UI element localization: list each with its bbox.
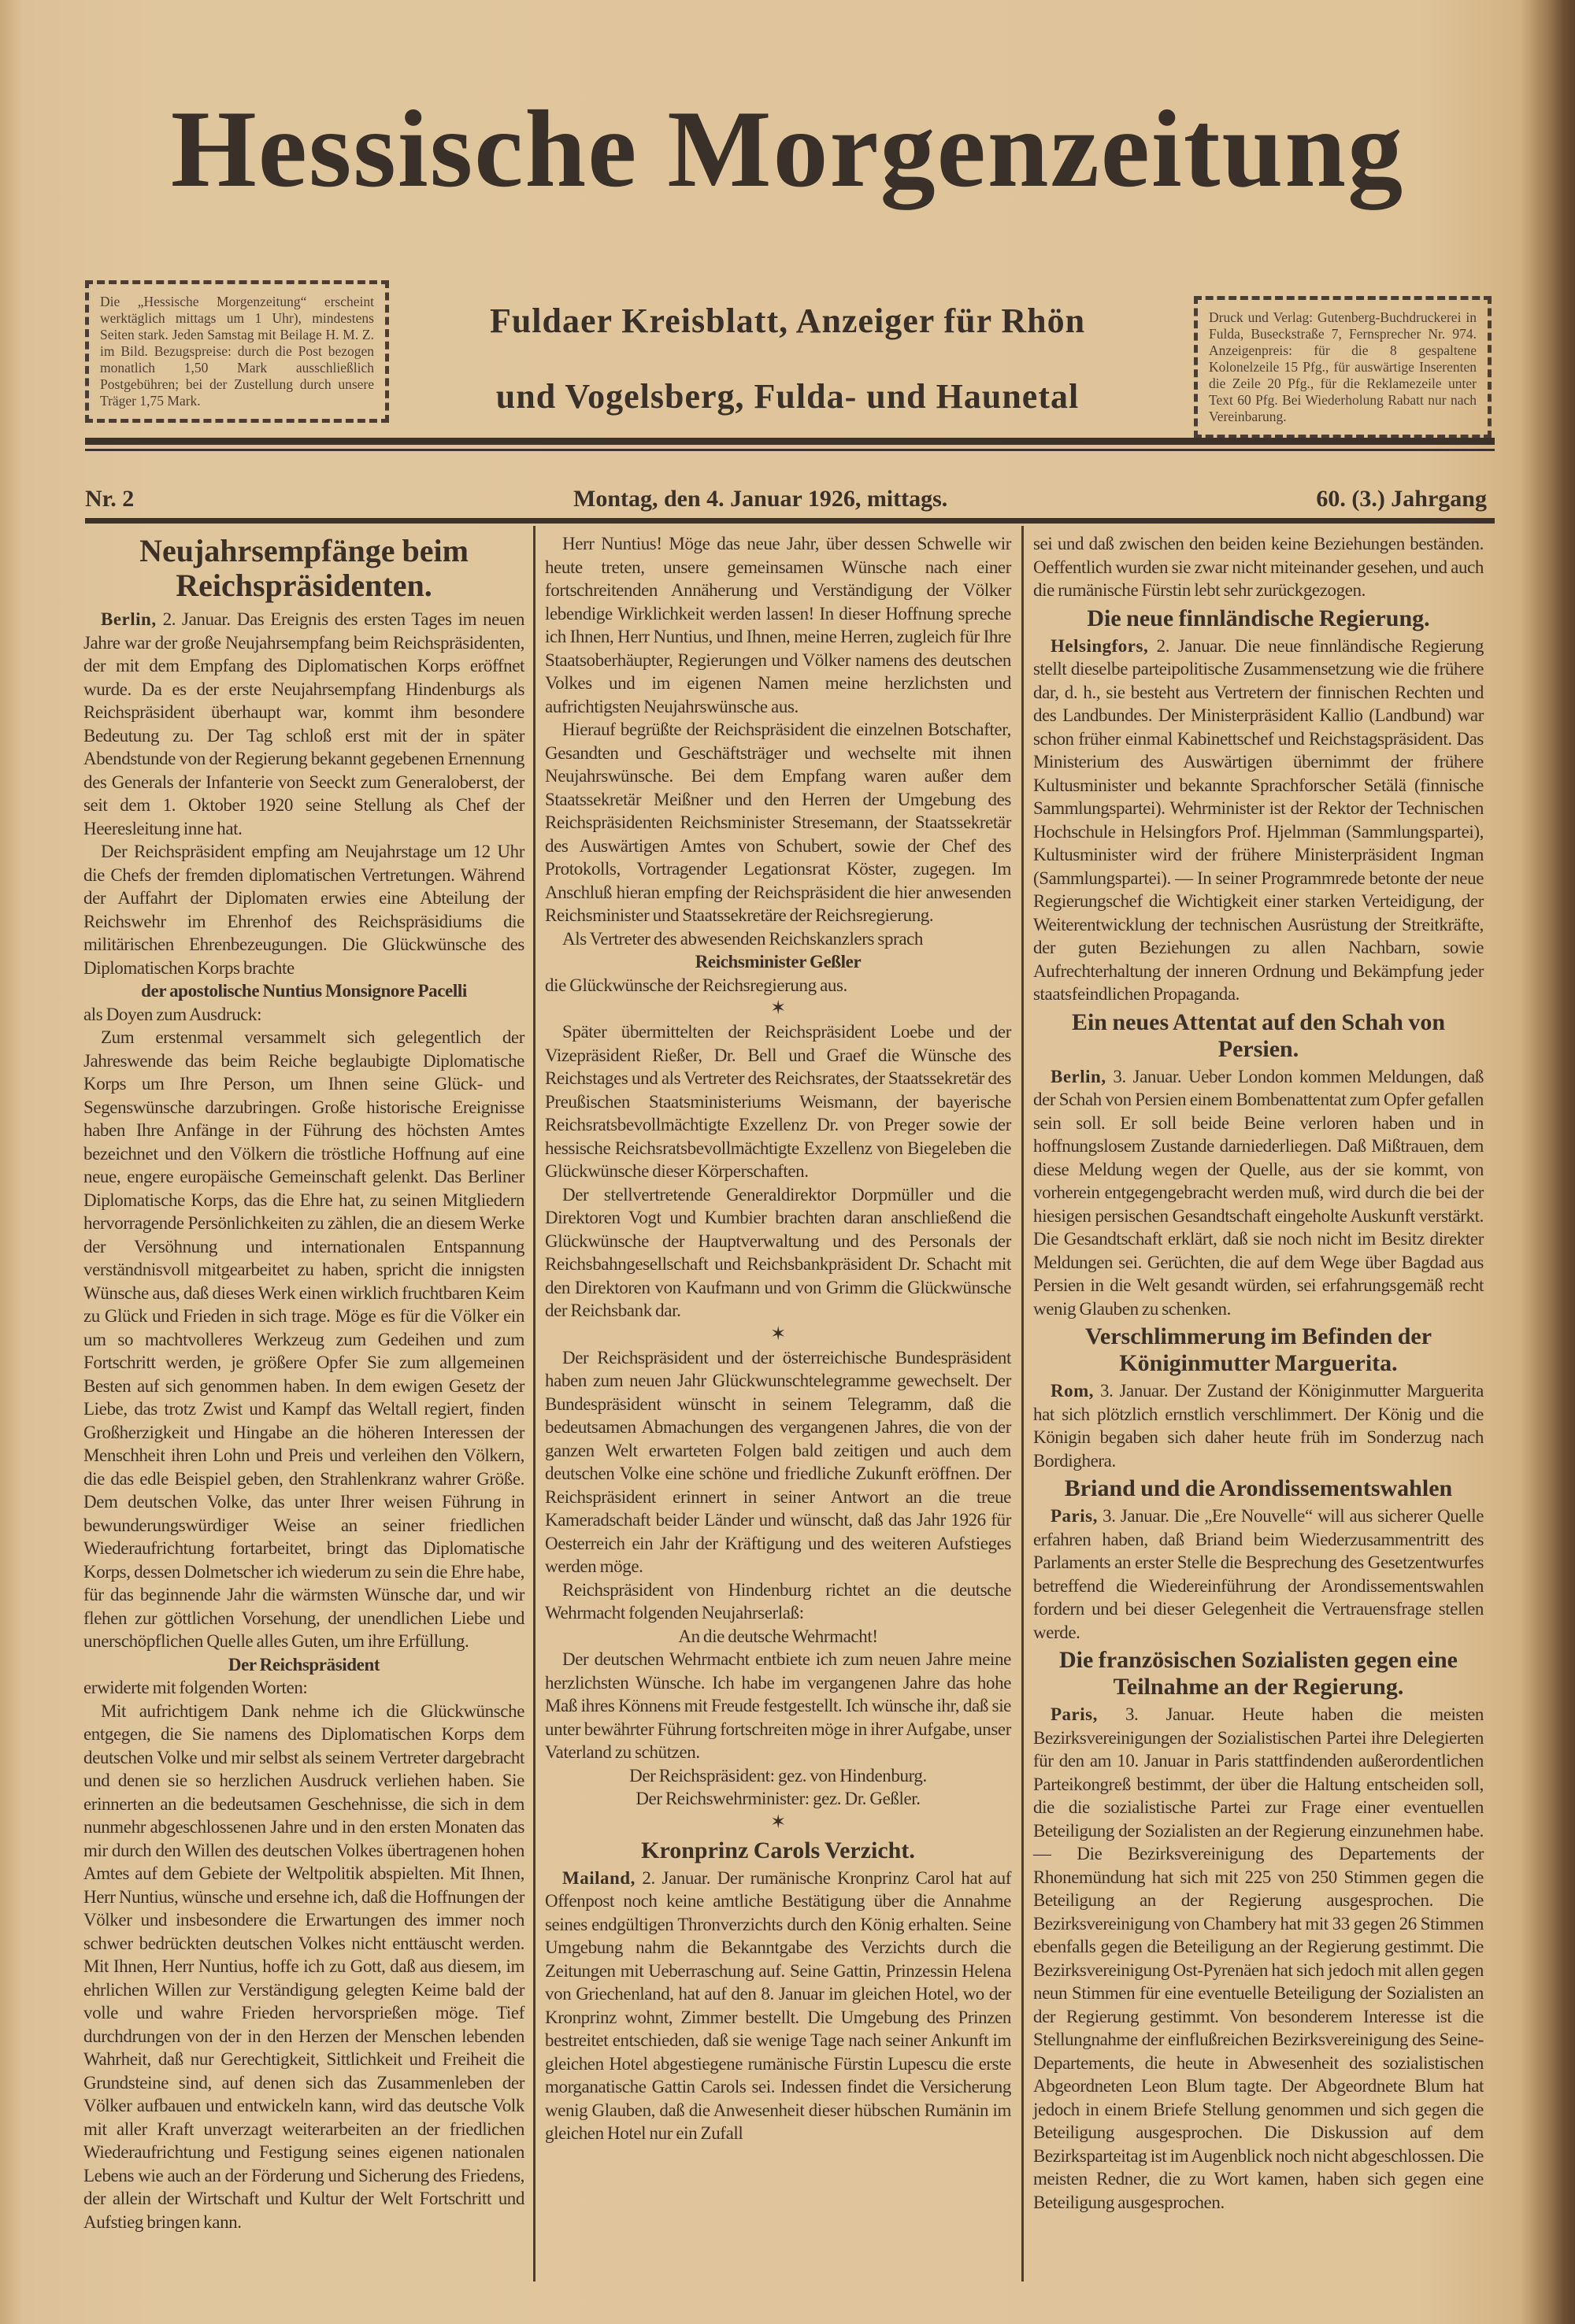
- paragraph-text: 2. Januar. Die neue finnländische Regierung stellt dieselbe parteipolitische Zusammensetzung wie die frühere dar, d. h., sie besteht aus Vertretern der finnischen Rechten und des Landbundes. Der Ministerpräsident Kallio (Landbund) war schon früher einmal Kabinettschef und Reichstagspräsident. Das Ministerium des Auswärtigen übernimmt der frühere Kultusminister und bekannte Sprachforscher Setälä (finnische Sammlungspartei). Wehrminister ist der Rektor der Technischen Hochschule in Helsingfors Prof. Hjelmman (Sammlungspartei), Kultusminister wird der frühere Ministerpräsident Ingman (Sammlungspartei). — In seiner Programmrede betonte der neue Regierungschef die Wichtigkeit einer starken Verteidigung, der Weiterentwicklung der technischen Ausrüstung der Streitkräfte, der guten Beziehungen zu allen Nachbarn, sowie Aufrechterhaltung der inneren Ordnung und Bekämpfung jeder staatsfeindlichen Propaganda.: [1033, 635, 1484, 1004]
- issue-info-row: [85, 482, 1487, 516]
- paragraph: [1033, 1504, 1484, 1644]
- paragraph: [1033, 635, 1484, 1006]
- newspaper-title: Hessische Morgenzeitung: [170, 88, 1405, 210]
- column-2: [545, 532, 1011, 2145]
- paragraph: erwiderte mit folgenden Worten:: [83, 1678, 308, 1697]
- subscription-info-box: Die „Hessische Morgenzeitung“ erscheint werktäglich mittags um 1 Uhr), mindestens Seiten stark. Jeden Samstag mit Beilage H. M. Z. im Bild. Bezugspreise: durch die Post bezogen monatlich 1,50 Mark ausschließlich Postgebühren; bei der Zustellung durch unsere Träger 1,75 Mark.: [85, 280, 389, 423]
- paragraph: [545, 1867, 1011, 2145]
- paragraph: Später übermittelten der Reichspräsident Loebe und der Vizepräsident Rießer, Dr. Bell und Graef die Wünsche des Reichstages und als Vertreter des Reichsrates, der Staatssekretär des Preußischen Staatsministeriums Weismann, der bayerische Reichsratsbevollmächtigte Exzellenz Dr. von Preger sowie der hessische Reichsratsbevollmächtigte Exzellenz von Biegeleben die Glückwünsche dieser Körperschaften.: [545, 1022, 1011, 1181]
- paragraph: [83, 608, 524, 840]
- dateline-place: Berlin,: [101, 609, 157, 629]
- paragraph: Herr Nuntius! Möge das neue Jahr, über dessen Schwelle wir heute treten, unsere gemeinsamen Wünsche nach einer fortschreitenden Annäherung und Verständigung der Völker lebendige Wirklichkeit werden lassen! In dieser Hoffnung spreche ich Ihnen, Herr Nuntius, und Ihnen, meine Herren, zugleich für Ihre Staatsoberhäupter, Regierungen und Völker namens des deutschen Volkes und im eigenen Namen meine herzlichsten und aufrichtigsten Neujahrswünsche aus.: [545, 534, 1011, 716]
- centered-line: Der Reichswehrminister: gez. Dr. Geßler.: [636, 1789, 921, 1808]
- paragraph-text: 2. Januar. Der rumänische Kronprinz Carol hat auf Offenpost noch keine amtliche Bestätigung über die Annahme seines endgültigen Thronverzichts durch den König erhalten. Seine Umgebung nahm die Bekanntgabe des Verzichts durch die Zeitungen mit Ueberraschung auf. Seine Gattin, Prinzessin Helena von Griechenland, hat auf den 8. Januar im gleichen Hotel, wo der Kronprinz wohnt, Zimmer bestellt. Die Umgebung des Prinzen bestreitet entschieden, daß sie wenige Tage nach seiner Ankunft im gleichen Hotel abgestiegene rumänische Fürstin Lupescu die erste morganatische Gattin Carols sei. Indessen findet die Versicherung wenig Glauben, daß die Anwesenheit dieser hübschen Rumänin im gleichen Hotel nur ein Zufall: [545, 1867, 1011, 2143]
- paragraph-text: 3. Januar. Heute haben die meisten Bezirksvereinigungen der Sozialistischen Partei ihre Delegierten für den am 10. Januar in Paris stattfindenden außerordentlichen Parteikongreß bestimmt, der über die Haltung entscheiden soll, die die sozialistische Partei zur Frage einer eventuellen Beteiligung der Sozialisten an der Regierung einzunehmen habe. — Die Bezirksvereinigung des Departements der Rhonemündung hat sich mit 225 von 250 Stimmen gegen die Beteiligung an der Regierung ausgesprochen. Die Bezirksvereinigung von Chambery hat mit 33 gegen 26 Stimmen ebenfalls gegen die Beteiligung an der Regierung gestimmt. Die Bezirksvereinigung Ost-Pyrenäen hat sich jedoch mit allen gegen neun Stimmen für eine eventuelle Beteiligung der Sozialisten an der Regierung gestimmt. Von besonderem Interesse ist die Stellungnahme der einflußreichen Bezirksvereinigung des Seine-Departements, die heute in Abwesenheit des sozialistischen Abgeordneten Leon Blum tagte. Der Abgeordnete Blum hat jedoch in einem Briefe Stellung genommen und sich gegen die Beteiligung ausgesprochen. Die Diskussion auf dem Bezirksparteitag ist im Augenblick noch nicht abgeschlossen. Die meisten Redner, die zu Wort kamen, haben sich gegen eine Beteiligung ausgesprochen.: [1033, 1704, 1484, 2212]
- article-headline: Neujahrsempfänge beim Reichspräsidenten.: [139, 533, 469, 603]
- article-headline: Die neue finnländische Regierung.: [1087, 605, 1430, 631]
- centered-line: Der Reichspräsident: gez. von Hindenburg.: [629, 1765, 927, 1786]
- paragraph: Der deutschen Wehrmacht entbiete ich zum neuen Jahre meine herzlichsten Wünsche. Ich habe im vergangenen Jahre das hohe Maß ihres Könnens mit Freude festgestellt. Ich wünsche ihr, daß sie unter bewährter Führung fortschreiten möge in ihrer Aufgabe, unser Vaterland zu schützen.: [545, 1649, 1011, 1762]
- column-3: [1033, 532, 1484, 2214]
- article-headline: Kronprinz Carols Verzicht.: [641, 1837, 915, 1863]
- dateline-place: Paris,: [1051, 1506, 1098, 1526]
- column-1: [83, 532, 524, 2233]
- paragraph: als Doyen zum Ausdruck:: [83, 1004, 262, 1024]
- centered-name-line: Der Reichspräsident: [228, 1654, 380, 1675]
- star-separator-icon: ✶: [770, 998, 786, 1019]
- issue-volume: 60. (3.) Jahrgang: [1316, 486, 1487, 512]
- paragraph: Als Vertreter des abwesenden Reichskanzlers sprach: [562, 928, 924, 949]
- paragraph: Zum erstenmal versammelt sich gelegentlich der Jahreswende das beim Reiche beglaubigte Diplomatische Korps um Ihre Person, um Ihnen seine Glück- und Segenswünsche darzubringen. Große historische Ereignisse haben Ihre Anfänge in der Führung des höchsten Amtes bezeichnet und den Völkern die tröstliche Hoffnung auf eine neue, engere europäische Gemeinschaft gelenkt. Das Berliner Diplomatische Korps, das die Ehre hat, zu seinen Mitgliedern hervorragende Persönlichkeiten zu zählen, die an diesem Werke der Versöhnung und internationalen Entspannung verständnisvoll mitgearbeitet zu haben, spricht die innigsten Wünsche aus, daß dieses Werk einen wirklich fruchtbaren Keim zu Glück und Frieden in sich trage. Möge es für die Völker ein um so machtvolleres Werkzeug zum Gedeihen und zum Fortschritt werden, je größere Opfer Sie zum allgemeinen Besten auf sich genommen haben. In dem ewigen Gesetz der Liebe, das trotz Zwist und Kampf das Weltall regiert, finden Großherzigkeit und Hingabe an die höheren Interessen der Menschheit ihren Lohn und Preis und verleihen den Völkern, die das edle Beispiel geben, den Strahlenkranz wahrer Größe. Dem deutschen Volke, das unter Ihrer weisen Führung in bewunderungswürdiger Weise an seiner friedlichen Wiederaufrichtung fortarbeitet, bringt das Diplomatische Korps, dessen Dolmetscher ich wiederum zu sein die Ehre habe, für das beginnende Jahr die wärmsten Wünsche dar, und wir flehen zur göttlichen Vorsehung, der unendlichen Liebe und unerschöpflichen Quelle alles Guten, um ihre Erfüllung.: [83, 1027, 524, 1651]
- paragraph: Der Reichspräsident empfing am Neujahrstage um 12 Uhr die Chefs der fremden diplomatischen Vertretungen. Während der Auffahrt der Diplomaten erwies eine Abteilung der Reichswehr im Ehrenhof des Reichspräsidiums die militärischen Ehrenbezeugungen. Die Glückwünsche des Diplomatischen Korps brachte: [83, 842, 524, 978]
- paragraph: [1033, 1703, 1484, 2214]
- subtitle-line-2: und Vogelsberg, Fulda- und Haunetal: [495, 377, 1080, 416]
- issue-number: Nr. 2: [85, 486, 135, 512]
- article-headline: Verschlimmerung im Befinden der Königinmutter Marguerita.: [1084, 1323, 1432, 1376]
- paragraph: Mit aufrichtigem Dank nehme ich die Glückwünsche entgegen, die Sie namens des Diplomatischen Korps dem deutschen Volke und mir selbst als seinem Vertreter dargebracht und denen sie so herzlichen Ausdruck verliehen haben. Sie erinnerten an die bedeutsamen Geschehnisse, die sich in dem nunmehr abgeschlossenen Jahre und in den ersten Monaten das mir durch den Willen des deutschen Volkes übertragenen hohen Amtes auf dem Gebiete der Weltpolitik abspielten. Mit Ihnen, Herr Nuntius, wünsche und ersehne ich, daß die Hoffnungen der Völker und insbesondere die Erwartungen des immer noch schwer bedrückten deutschen Volkes nicht enttäuscht werden. Mit Ihnen, Herr Nuntius, hoffe ich zu Gott, daß aus diesem, im ehrlichen Willen zur Verständigung gelegten Keime bald der volle und wahre Frieden hervorsprießen möge. Tief durchdrungen von der in den Herzen der Menschen lebenden Wahrheit, daß nur Gerechtigkeit, Sittlichkeit und Freiheit die Grundsteine sind, auf denen sich das Zusammenleben der Völker aufbauen und entwickeln kann, wird das deutsche Volk mit aller Kraft unverzagt weiterarbeiten an der friedlichen Wiederaufrichtung und Festigung seines eigenen nationalen Lebens wie auch an der Förderung und Sicherung des Friedens, der allein der Wirtschaft und Kultur der Welt Fortschritt und Aufstieg bringen kann.: [83, 1700, 524, 2232]
- paragraph: sei und daß zwischen den beiden keine Beziehungen beständen. Oeffentlich wurden sie zwar nicht miteinander gesehen, und auch die rumänische Fürstin lebt sehr zurückgezogen.: [1033, 534, 1484, 600]
- top-rule: [85, 438, 1495, 445]
- paragraph: Hierauf begrüßte der Reichspräsident die einzelnen Botschafter, Gesandten und Geschäftsträger und wechselte mit ihnen Neujahrswünsche. Bei dem Empfang waren außer dem Staatssekretär Meißner und den Herren der Umgebung des Reichspräsidenten Reichsminister Stresemann, der Staatssekretär des Auswärtigen Amtes von Schubert, sowie der Chef des Protokolls, Vortragender Legationsrat Köster, zugegen. Im Anschluß hieran empfing der Reichspräsident die hier anwesenden Reichsminister und Staatssekretäre der Reichsregierung.: [545, 720, 1011, 925]
- dateline-place: Helsingfors,: [1051, 635, 1149, 656]
- dateline-place: Mailand,: [562, 1867, 636, 1888]
- article-headline: Die französischen Sozialisten gegen eine Teilnahme an der Regierung.: [1059, 1647, 1458, 1700]
- paragraph-text: 3. Januar. Die „Ere Nouvelle“ will aus sicherer Quelle erfahren haben, daß Briand beim Wiederzusammentritt des Parlaments an erster Stelle die Besprechung des Gesetzentwurfes betreffend die Wiedereinführung der Arondissementswahlen fordern und bei dieser Gelegenheit die Vertrauensfrage stellen werde.: [1033, 1506, 1484, 1642]
- issue-date: Montag, den 4. Januar 1926, mittags.: [573, 486, 948, 512]
- dateline-place: Berlin,: [1051, 1066, 1106, 1086]
- paragraph: Der stellvertretende Generaldirektor Dorpmüller und die Direktoren Vogt und Kumbier brachten daran anschließend die Glückwünsche der Hauptverwaltung und des Personals der Reichsbahngesellschaft und Reichsbankpräsident Dr. Schacht mit den Direktoren von Kaufmann und von Grimm die Glückwünsche der Reichsbank dar.: [545, 1184, 1011, 1320]
- paragraph-text: 3. Januar. Ueber London kommen Meldungen, daß der Schah von Persien einem Bombenattentat zum Opfer gefallen sein soll. Er soll beide Beine verloren haben und in hoffnungslosem Zustande darniederliegen. Daß Mißtrauen, dem diese Meldung wegen der Quelle, aus der sie kommt, von vorherein entgegengebracht werden muß, wird durch die bei der hiesigen persischen Gesandtschaft eingeholte Auskunft verstärkt. Die Gesandtschaft erklärt, daß sie noch nicht im Besitz direkter Meldungen sei. Gerüchten, die auf dem Wege über Bagdad aus Persien in die Welt gesandt würden, sei erfahrungsgemäß recht wenig Glauben zu schenken.: [1033, 1066, 1484, 1319]
- paragraph: Reichspräsident von Hindenburg richtet an die deutsche Wehrmacht folgenden Neujahrserlaß:: [545, 1579, 1011, 1623]
- paragraph: [1033, 1065, 1484, 1321]
- paragraph-text: 2. Januar. Das Ereignis des ersten Tages im neuen Jahre war der große Neujahrsempfang beim Reichspräsidenten, der mit dem Empfang des Diplomatischen Korps eröffnet wurde. Da es der erste Neujahrsempfang Hindenburgs als Reichspräsident überhaupt war, kommt ihm besondere Bedeutung zu. Der Tag schloß erst mit der in später Abendstunde von der Regierung bekannt gegebenen Ernennung des Generals der Infanterie von Seeckt zum Generaloberst, der seit dem 1. Oktober 1920 seine Stellung als Chef der Heeresleitung inne hat.: [83, 609, 524, 838]
- article-headline: Briand und die Arondissementswahlen: [1064, 1475, 1453, 1501]
- star-separator-icon: ✶: [770, 1811, 786, 1833]
- star-separator-icon: ✶: [770, 1323, 786, 1345]
- top-rule-thin: [85, 449, 1495, 451]
- paragraph: die Glückwünsche der Reichsregierung aus.: [545, 975, 847, 995]
- paragraph-text: 3. Januar. Der Zustand der Königinmutter Marguerita hat sich plötzlich ernstlich verschlimmert. Der König und die Königin begaben sich daher heute früh im Sonderzug nach Bordighera.: [1033, 1381, 1484, 1471]
- column-divider: [1021, 526, 1024, 2281]
- header-bottom-rule: [85, 518, 1495, 524]
- paragraph: [1033, 1379, 1484, 1472]
- centered-name-line: der apostolische Nuntius Monsignore Pacelli: [141, 981, 467, 1001]
- column-divider: [533, 526, 536, 2281]
- paragraph: Der Reichspräsident und der österreichische Bundespräsident haben zum neuen Jahr Glückwunschtelegramme gewechselt. Der Bundespräsident wünscht in seinem Telegramm, daß die bedeutsamen Abmachungen des vergangenen Jahres, die von der ganzen Welt erwarteten Folgen bald zeitigen und auch dem deutschen Volke eine schöne und friedliche Zukunft eröffnen. Der Reichspräsident erinnert in seiner Antwort an die treue Kameradschaft beider Länder und wünscht, daß das Jahr 1926 für Oesterreich ein Jahr der Kräftigung und des weiteren Aufstieges werden möge.: [545, 1347, 1011, 1576]
- dateline-place: Paris,: [1051, 1704, 1098, 1724]
- centered-line: An die deutsche Wehrmacht!: [678, 1626, 878, 1646]
- publisher-info-box: Druck und Verlag: Gutenberg-Buchdruckerei in Fulda, Buseckstraße 7, Fernsprecher Nr. 974. Anzeigenpreis: für die 8 gespaltene Kolonelzeile 15 Pfg., für auswärtige Inserenten die Zeile 20 Pfg., für die Reklamezeile unter Text 60 Pfg. Bei Wiederholung Rabatt nur nach Vereinbarung.: [1194, 296, 1492, 439]
- subtitle-line-1: Fuldaer Kreisblatt, Anzeiger für Rhön: [489, 302, 1086, 340]
- centered-name-line: Reichsminister Geßler: [695, 952, 862, 971]
- dateline-place: Rom,: [1051, 1381, 1095, 1401]
- article-headline: Ein neues Attentat auf den Schah von Persien.: [1071, 1008, 1446, 1062]
